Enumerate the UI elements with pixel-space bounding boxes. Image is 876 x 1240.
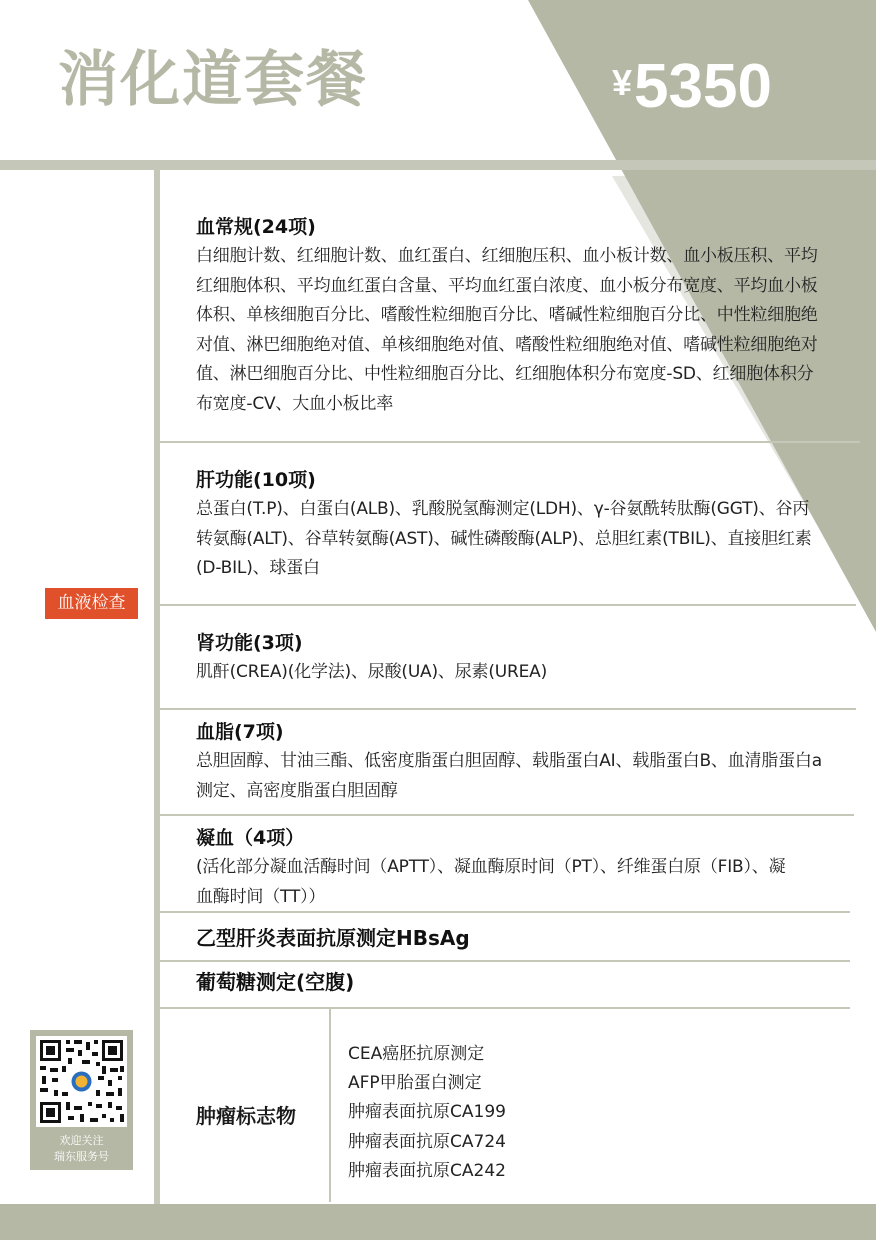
section-body: (活化部分凝血活酶时间（APTT）、凝血酶原时间（PT）、纤维蛋白原（FIB）、凝血酶时间（TT）） xyxy=(196,857,786,907)
header-band-shadow xyxy=(0,160,614,170)
qr-card xyxy=(30,1030,133,1170)
footer-bar xyxy=(0,1204,876,1240)
package-title: 消化道套餐 xyxy=(58,45,368,115)
package-price xyxy=(612,52,772,121)
section-body: 总蛋白(T.P)、白蛋白(ALB)、乳酸脱氢酶测定(LDH)、γ-谷氨酰转肽酶(GGT)、谷丙转氨酶(ALT)、谷草转氨酶(AST)、碱性磷酸酶(ALP)、总胆红素(TBIL)、直接胆红素(D-BIL)、球蛋白 xyxy=(196,499,812,579)
list-item: CEA癌胚抗原测定 xyxy=(348,1044,485,1064)
section-blood-lipids xyxy=(196,719,824,806)
section-title: 肾功能(3项) xyxy=(196,632,303,654)
section-title: 凝血（4项） xyxy=(196,827,305,849)
section-title: 血脂(7项) xyxy=(196,721,284,743)
section-liver-function xyxy=(196,467,822,584)
divider xyxy=(160,960,850,962)
divider xyxy=(160,604,856,606)
qr-code-icon xyxy=(36,1036,127,1127)
price-value: 5350 xyxy=(634,52,772,121)
tumor-marker-list xyxy=(348,1040,506,1186)
divider xyxy=(160,441,860,443)
section-hbsag xyxy=(196,925,826,951)
qr-caption-line1: 欢迎关注 xyxy=(59,1134,104,1147)
section-glucose xyxy=(196,969,826,995)
qr-caption xyxy=(30,1133,133,1165)
divider xyxy=(160,708,856,710)
qr-code[interactable] xyxy=(36,1036,127,1127)
section-title: 葡萄糖测定(空腹) xyxy=(196,970,355,994)
list-item: 肿瘤表面抗原CA724 xyxy=(348,1131,506,1152)
section-body: 总胆固醇、甘油三酯、低密度脂蛋白胆固醇、载脂蛋白AⅠ、载脂蛋白B、血清脂蛋白a测定、高密度脂蛋白胆固醇 xyxy=(196,751,822,801)
list-item: AFP甲胎蛋白测定 xyxy=(348,1073,482,1094)
left-vertical-bar xyxy=(154,168,160,1204)
list-item: 肿瘤表面抗原CA199 xyxy=(348,1102,506,1123)
section-title: 乙型肝炎表面抗原测定HBsAg xyxy=(196,926,470,950)
section-title: 血常规(24项) xyxy=(196,216,316,238)
section-body: 肌酐(CREA)(化学法)、尿酸(UA)、尿素(UREA) xyxy=(196,662,548,682)
divider xyxy=(160,1007,850,1009)
tumor-marker-label: 肿瘤标志物 xyxy=(196,1104,296,1128)
category-badge: 血液检查 xyxy=(45,588,138,619)
divider xyxy=(160,814,854,816)
section-body: 白细胞计数、红细胞计数、血红蛋白、红细胞压积、血小板计数、血小板压积、平均红细胞体积、平均血红蛋白含量、平均血红蛋白浓度、血小板分布宽度、平均血小板体积、单核细胞百分比、嗜酸性粒细胞百分比、嗜碱性粒细胞百分比、中性粒细胞绝对值、淋巴细胞绝对值、单核细胞绝对值、嗜酸性粒细胞绝对值、嗜碱性粒细胞绝对值、淋巴细胞百分比、中性粒细胞百分比、红细胞体积分布宽度-SD、红细胞体积分布宽度-CV、大血小板比率 xyxy=(196,246,818,414)
divider xyxy=(160,911,850,913)
section-title: 肝功能(10项) xyxy=(196,469,316,491)
currency-symbol: ¥ xyxy=(612,62,633,103)
section-coagulation xyxy=(196,825,796,912)
section-kidney-function xyxy=(196,630,822,688)
section-blood-routine xyxy=(196,214,822,420)
qr-caption-line2: 瑞东服务号 xyxy=(54,1150,109,1163)
list-item: 肿瘤表面抗原CA242 xyxy=(348,1160,506,1181)
tumor-divider xyxy=(329,1008,331,1202)
